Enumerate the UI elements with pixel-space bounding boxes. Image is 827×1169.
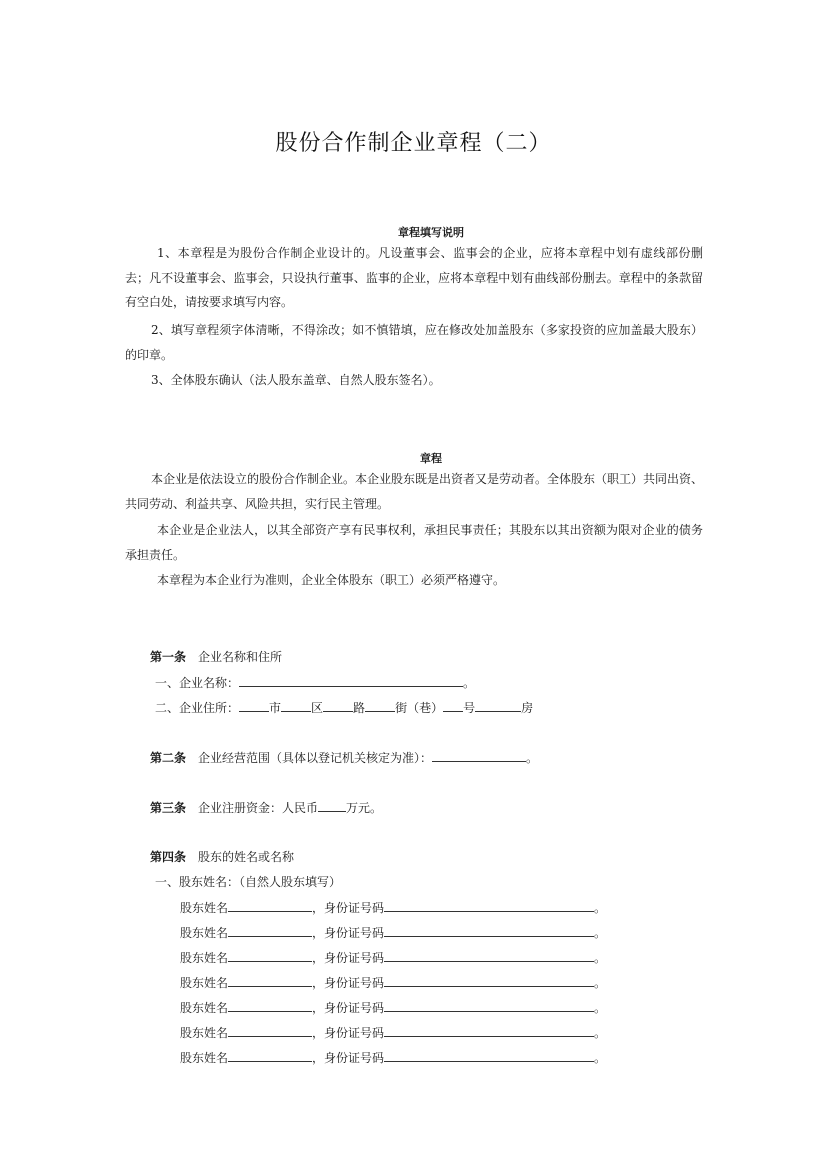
shareholder-row: 股东姓名 ，身份证号码 。: [180, 976, 607, 990]
number-blank[interactable]: [443, 699, 463, 712]
article-2-label: 第二条: [150, 751, 187, 765]
article-2-line: 第二条 企业经营范围（具体以登记机关核定为准）： 。: [150, 751, 539, 765]
company-name-line: 一、企业名称： 。: [155, 676, 476, 690]
charter-paragraph-3: 本章程为本企业行为准则，企业全体股东（职工）必须严格遵守。: [157, 573, 506, 587]
shareholder-name-blank[interactable]: [228, 924, 312, 937]
article-1-label: 第一条: [150, 650, 187, 664]
id-number-blank[interactable]: [384, 999, 594, 1012]
district-blank[interactable]: [281, 699, 311, 712]
company-address-label: 二、企业住所：: [155, 701, 240, 715]
registered-capital-label: 企业注册资金：人民币: [198, 801, 319, 815]
instructions-heading: 章程填写说明: [398, 226, 464, 239]
shareholder-row: 股东姓名 ，身份证号码 。: [180, 951, 607, 965]
shareholder-name-blank[interactable]: [228, 899, 312, 912]
charter-paragraph-1: 本企业是依法设立的股份合作制企业。本企业股东既是出资者又是劳动者。全体股东（职工）共同出资、共同劳动、利益共享、风险共担，实行民主管理。: [125, 472, 704, 511]
charter-heading: 章程: [420, 452, 442, 465]
article-4-heading: [150, 849, 294, 865]
city-blank[interactable]: [239, 699, 269, 712]
id-number-blank[interactable]: [384, 1024, 594, 1037]
instructions-paragraph-3: 3、全体股东确认（法人股东盖章、自然人股东签名）。: [151, 373, 441, 387]
shareholder-name-blank[interactable]: [228, 1049, 312, 1062]
room-blank[interactable]: [475, 699, 521, 712]
business-scope-blank[interactable]: [432, 749, 526, 762]
id-number-blank[interactable]: [384, 1049, 594, 1062]
company-name-blank[interactable]: [239, 674, 463, 687]
shareholder-subheading: 一、股东姓名：（自然人股东填写）: [155, 875, 342, 889]
registered-capital-blank[interactable]: [318, 799, 346, 812]
article-1-title: 企业名称和住所: [198, 650, 283, 664]
article-4-label: 第四条: [150, 850, 187, 864]
document-title: 股份合作制企业章程（二）: [275, 131, 552, 156]
instructions-paragraph-2: 2、填写章程须字体清晰，不得涂改；如不慎错填，应在修改处加盖股东（多家投资的应加盖最大股东）的印章。: [125, 323, 703, 362]
company-address-line: 二、企业住所： 市 区 路 街（巷） 号 房: [155, 701, 534, 715]
road-blank[interactable]: [323, 699, 353, 712]
id-number-blank[interactable]: [384, 974, 594, 987]
shareholder-name-blank[interactable]: [228, 1024, 312, 1037]
shareholder-row: 股东姓名 ，身份证号码 。: [180, 1051, 607, 1065]
shareholder-row: 股东姓名 ，身份证号码 。: [180, 926, 607, 940]
shareholder-name-blank[interactable]: [228, 999, 312, 1012]
article-3-label: 第三条: [150, 801, 187, 815]
shareholder-name-blank[interactable]: [228, 949, 312, 962]
shareholder-row: 股东姓名 ，身份证号码 。: [180, 1001, 607, 1015]
article-4-title: 股东的姓名或名称: [198, 850, 295, 864]
id-number-blank[interactable]: [384, 899, 594, 912]
charter-paragraph-2: 本企业是企业法人，以其全部资产享有民事权利，承担民事责任；其股东以其出资额为限对企业的债务承担责任。: [125, 523, 703, 562]
shareholder-row: 股东姓名 ，身份证号码 。: [180, 901, 607, 915]
shareholder-row: 股东姓名 ，身份证号码 。: [180, 1026, 607, 1040]
shareholder-name-blank[interactable]: [228, 974, 312, 987]
business-scope-label: 企业经营范围（具体以登记机关核定为准）：: [198, 751, 433, 765]
article-3-line: 第三条 企业注册资金：人民币 万元。: [150, 801, 383, 815]
instructions-paragraph-1: 1、本章程是为股份合作制企业设计的。凡设董事会、监事会的企业，应将本章程中划有虚线部份删去；凡不设董事会、监事会，只设执行董事、监事的企业，应将本章程中划有曲线部份删去。章程中的条款留有空白处，请按要求填写内容。: [125, 246, 703, 309]
id-number-blank[interactable]: [384, 949, 594, 962]
street-blank[interactable]: [365, 699, 395, 712]
id-number-blank[interactable]: [384, 924, 594, 937]
company-name-label: 一、企业名称：: [155, 676, 240, 690]
article-1-heading: [150, 649, 282, 665]
